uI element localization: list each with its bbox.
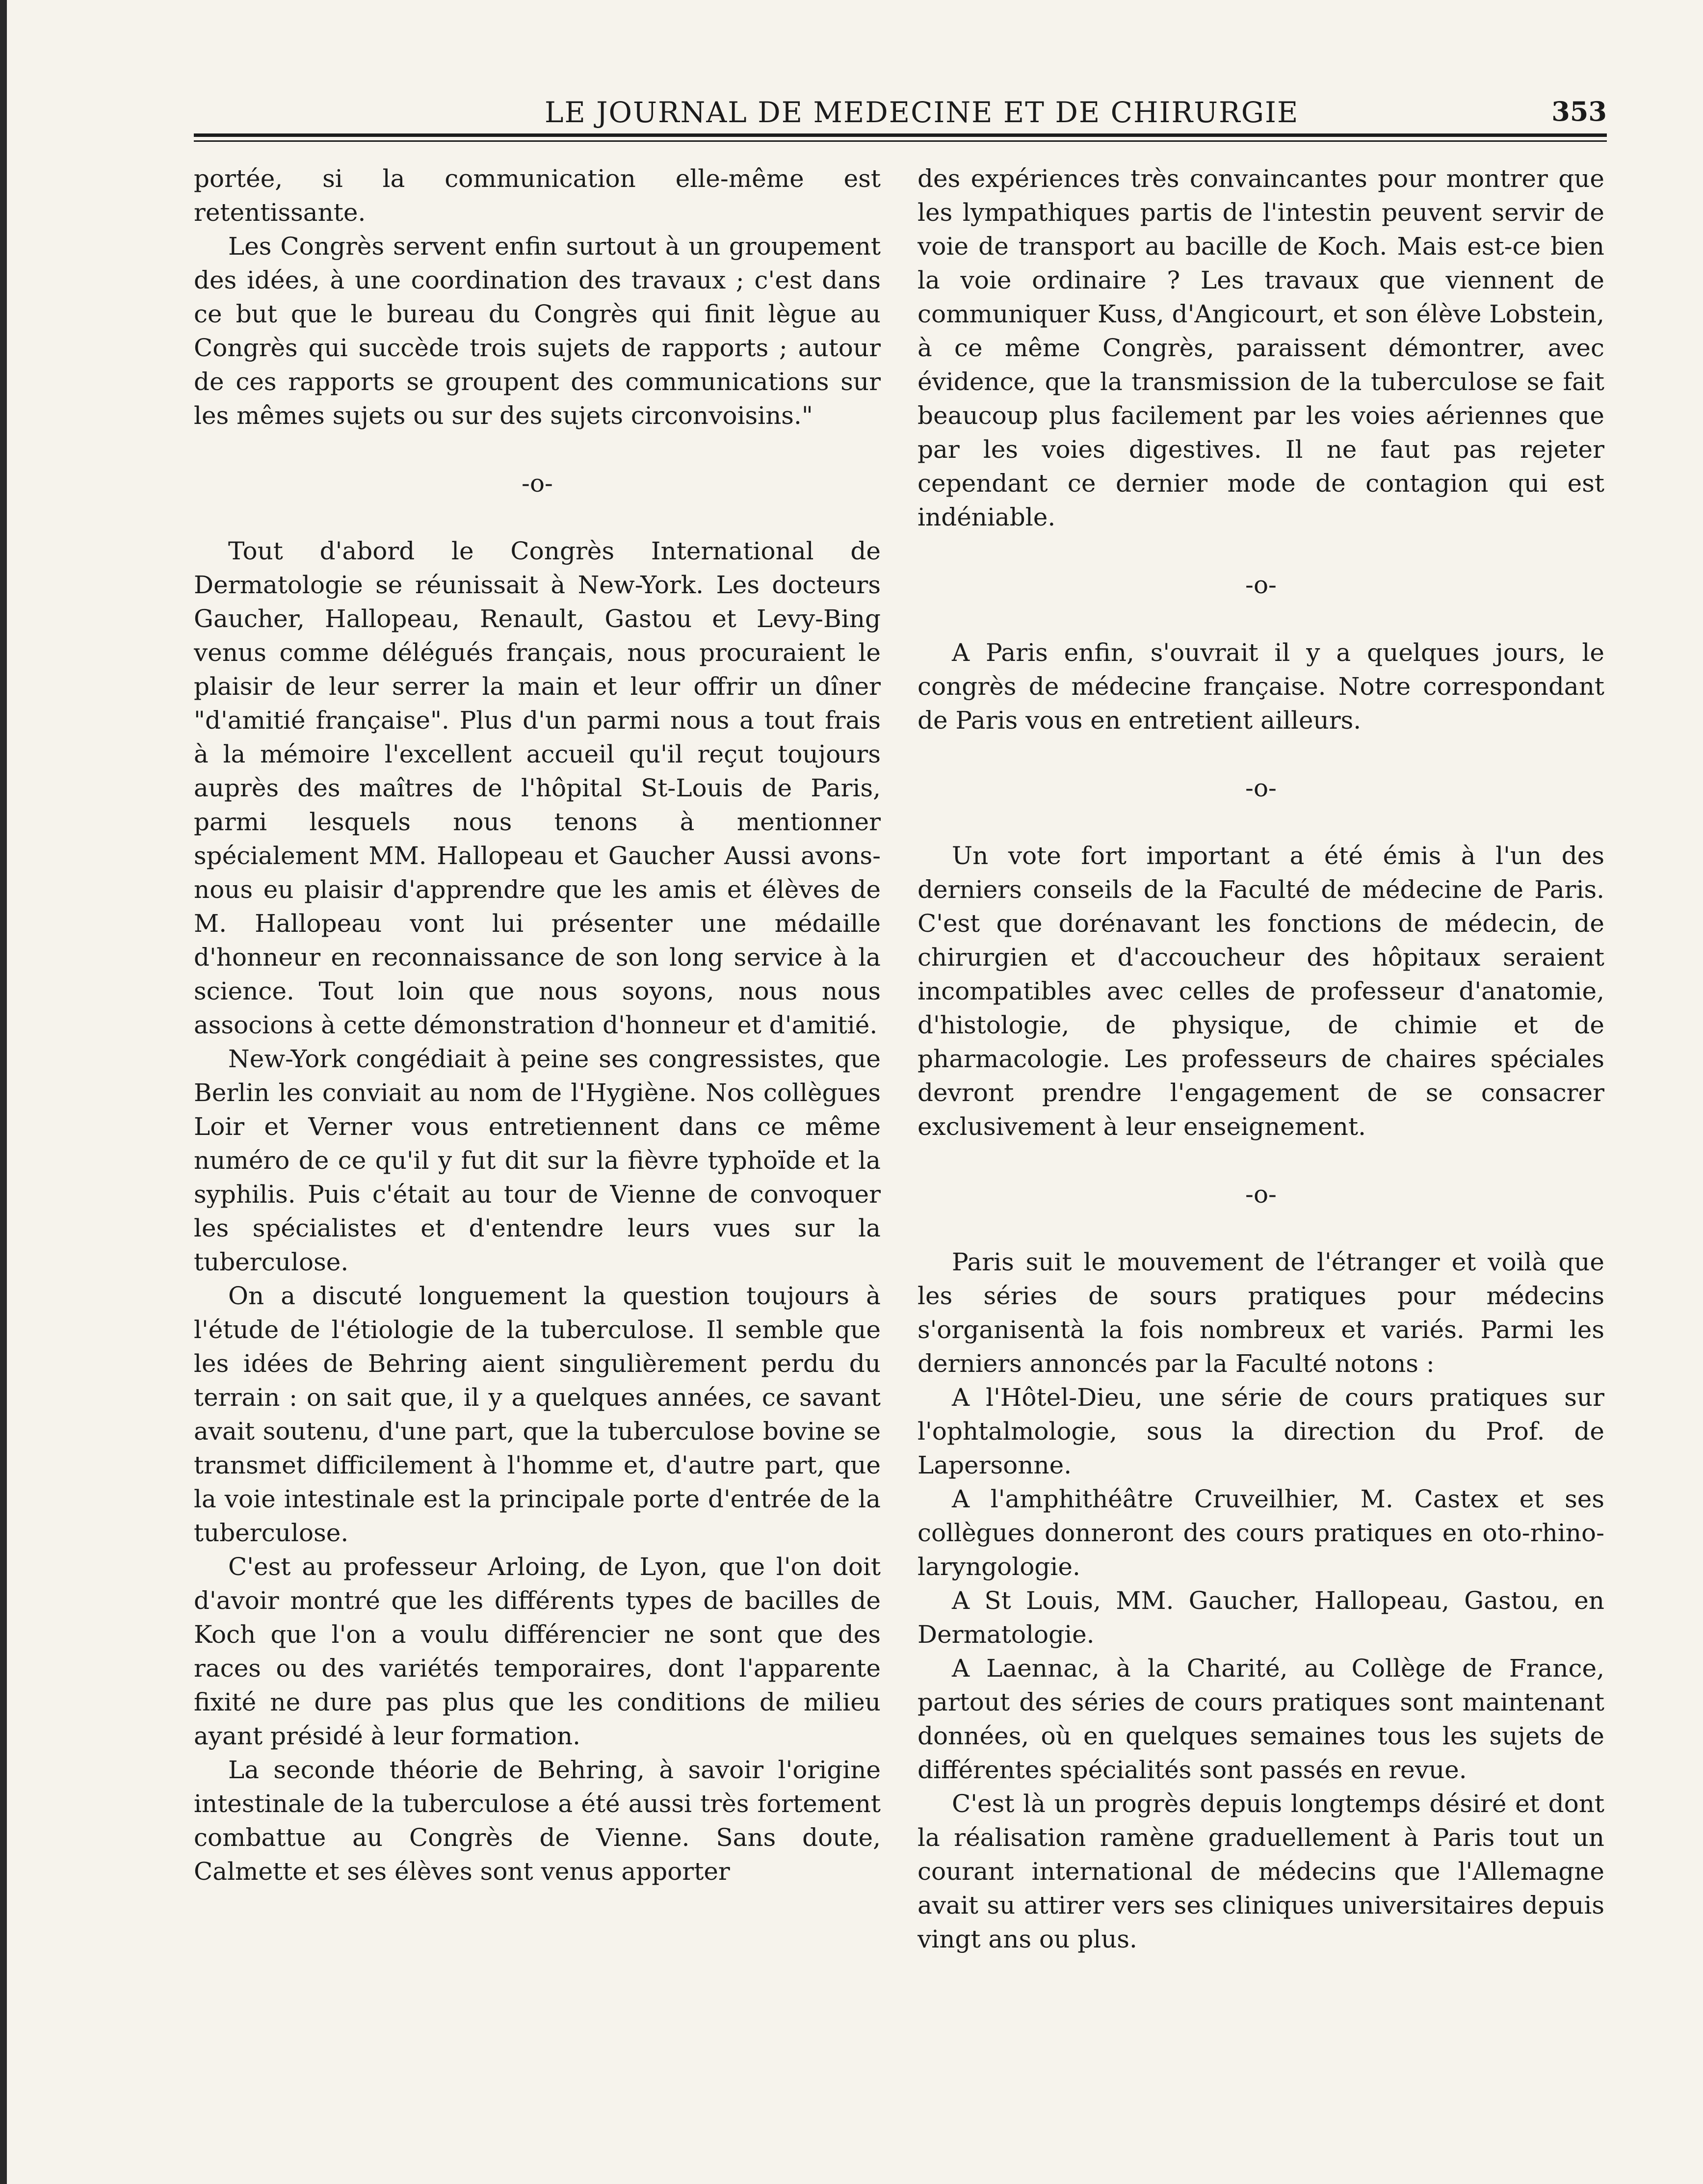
section-separator: -o- (522, 469, 553, 498)
paragraph: Paris suit le mouvement de l'étranger et voilà que les séries de sours pratiques pour médecins s'organisentà la fois nombreux et variés. Parmi les derniers annoncés par la Faculté notons : (917, 1248, 1604, 1378)
paragraph: C'est au professeur Arloing, de Lyon, que l'on doit d'avoir montré que les différents types de bacilles de Koch que l'on a voulu différencier ne sont que des races ou des variétés temporaires, dont l'apparente fixité ne dure pas plus que les conditions de milieu ayant présidé à leur formation. (194, 1552, 881, 1750)
paragraph: A St Louis, MM. Gaucher, Hallopeau, Gastou, en Dermatologie. (917, 1586, 1604, 1649)
left-column (194, 162, 881, 2100)
section-separator: -o- (1245, 571, 1277, 599)
paragraph: des expériences très convaincantes pour montrer que les lympathiques partis de l'intestin peuvent servir de voie de transport au bacille de Koch. Mais est-ce bien la voie ordinaire ? Les travaux que viennent de communiquer Kuss, d'Angicourt, et son élève Lobstein, à ce même Congrès, paraissent démontrer, avec évidence, que la transmission de la tuberculose se fait beaucoup plus facilement par les voies aériennes que par les voies digestives. Il ne faut pas rejeter cependant ce dernier mode de contagion qui est indéniable. (917, 164, 1604, 531)
paragraph: portée, si la communication elle-même est retentissante. (194, 164, 881, 227)
paragraph: La seconde théorie de Behring, à savoir l'origine intestinale de la tuberculose a été aussi très fortement combattue au Congrès de Vienne. Sans doute, Calmette et ses élèves sont venus apporter (194, 1756, 881, 1886)
page-number: 353 (1551, 96, 1607, 127)
header-rule-thin (194, 140, 1607, 142)
paragraph: Un vote fort important a été émis à l'un des derniers conseils de la Faculté de médecine de Paris. C'est que dorénavant les fonctions de médecin, de chirurgien et d'accoucheur des hôpitaux seraient incompatibles avec celles de professeur d'anatomie, d'histologie, de physique, de chimie et de pharmacologie. Les professeurs de chaires spéciales devront prendre l'engagement de se consacrer exclusivement à leur enseignement. (917, 842, 1604, 1141)
page-margin-line (0, 0, 7, 2184)
paragraph: A Laennac, à la Charité, au Collège de France, partout des séries de cours pratiques sont maintenant données, où en quelques semaines tous les sujets de différentes spécialités sont passés en revue. (917, 1654, 1604, 1784)
running-title: LE JOURNAL DE MEDECINE ET DE CHIRURGIE (545, 96, 1299, 129)
right-column (917, 162, 1604, 2100)
paragraph: A Paris enfin, s'ouvrait il y a quelques jours, le congrès de médecine française. Notre correspondant de Paris vous en entretient ailleurs. (917, 638, 1604, 735)
paragraph: C'est là un progrès depuis longtemps désiré et dont la réalisation ramène graduellement à Paris tout un courant international de médecins que l'Allemagne avait su attirer vers ses cliniques universitaires depuis vingt ans ou plus. (917, 1789, 1604, 1953)
paragraph: Tout d'abord le Congrès International de Dermatologie se réunissait à New-York. Les docteurs Gaucher, Hallopeau, Renault, Gastou et Levy-Bing venus comme délégués français, nous procuraient le plaisir de leur serrer la main et leur offrir un dîner "d'amitié française". Plus d'un parmi nous a tout frais à la mémoire l'excellent accueil qu'il reçut toujours auprès des maîtres de l'hôpital St-Louis de Paris, parmi lesquels nous tenons à mentionner spécialement MM. Hallopeau et Gaucher Aussi avons-nous eu plaisir d'apprendre que les amis et élèves de M. Hallopeau vont lui présenter une médaille d'honneur en reconnaissance de son long service à la science. Tout loin que nous soyons, nous nous associons à cette démonstration d'honneur et d'amitié. (194, 537, 881, 1039)
paragraph: A l'Hôtel-Dieu, une série de cours pratiques sur l'ophtalmologie, sous la direction du Prof. de Lapersonne. (917, 1383, 1604, 1479)
section-separator: -o- (1245, 1180, 1277, 1209)
paragraph: On a discuté longuement la question toujours à l'étude de l'étiologie de la tuberculose. Il semble que les idées de Behring aient singulièrement perdu du terrain : on sait que, il y a quelques années, ce savant avait soutenu, d'une part, que la tuberculose bovine se transmet difficilement à l'homme et, d'autre part, que la voie intestinale est la principale porte d'entrée de la tuberculose. (194, 1282, 881, 1547)
paragraph: New-York congédiait à peine ses congressistes, que Berlin les conviait au nom de l'Hygiène. Nos collègues Loir et Verner vous entretiennent dans ce même numéro de ce qu'il y fut dit sur la fièvre typhoïde et la syphilis. Puis c'était au tour de Vienne de convoquer les spécialistes et d'entendre leurs vues sur la tuberculose. (194, 1045, 881, 1276)
paragraph: A l'amphithéâtre Cruveilhier, M. Castex et ses collègues donneront des cours pratiques en oto-rhino-laryngologie. (917, 1485, 1604, 1581)
paragraph: Les Congrès servent enfin surtout à un groupement des idées, à une coordination des travaux ; c'est dans ce but que le bureau du Congrès qui finit lègue au Congrès qui succède trois sujets de rapports ; autour de ces rapports se groupent des communications sur les mêmes sujets ou sur des sujets circonvoisins." (194, 232, 881, 430)
section-separator: -o- (1245, 774, 1277, 802)
header-rule-thick (194, 133, 1607, 137)
